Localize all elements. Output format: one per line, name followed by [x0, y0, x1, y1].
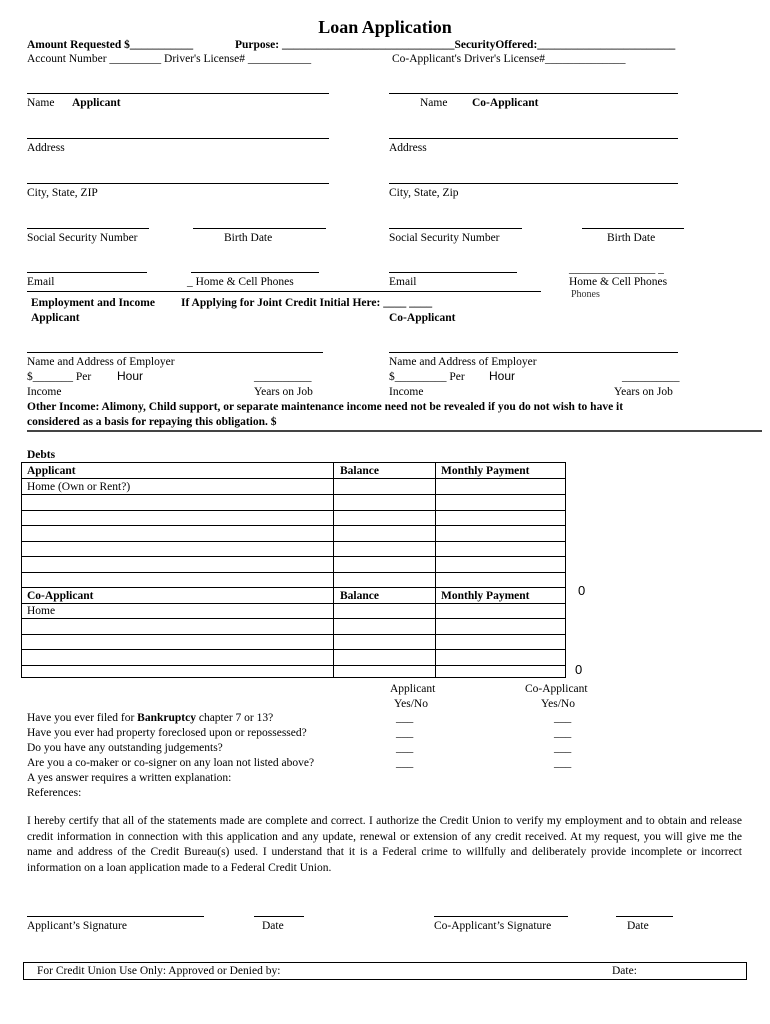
answer-co-applicant-judgements[interactable]: ___ — [554, 742, 572, 754]
question-judgements: Do you have any outstanding judgements? — [27, 742, 223, 754]
co-applicant-years-label: Years on Job — [614, 386, 673, 398]
debts-co-balance-column: Balance — [340, 590, 379, 602]
co-applicant-signature-label: Co-Applicant’s Signature — [434, 920, 552, 932]
account-number-field[interactable]: Account Number _________ Driver's License# ___________ — [27, 53, 312, 65]
applicant-email-label: Email — [27, 276, 55, 288]
applicant-signature-label: Applicant’s Signature — [27, 920, 127, 932]
applicant-name-tag: Applicant — [72, 97, 121, 109]
credit-union-use-date: Date: — [612, 965, 637, 977]
questions-co-applicant-head: Co-Applicant — [525, 683, 588, 695]
co-applicant-income-period[interactable]: Hour — [489, 369, 516, 383]
debts-heading: Debts — [27, 449, 56, 461]
purpose-security-field[interactable]: Purpose: ______________________________SecurityOffered:________________________ — [235, 39, 676, 51]
questions-co-applicant-yesno: Yes/No — [541, 698, 575, 710]
answer-applicant-judgements[interactable]: ___ — [396, 742, 414, 754]
employment-co-applicant-tag: Co-Applicant — [389, 312, 456, 324]
co-applicant-signature-line[interactable] — [434, 916, 568, 917]
debts-monthly-column: Monthly Payment — [441, 465, 530, 477]
applicant-phones-label: _ Home & Cell Phones — [187, 276, 294, 288]
co-applicant-phones-label: Home & Cell Phones — [569, 276, 668, 288]
references-label: References: — [27, 787, 82, 799]
debts-applicant-home-row: Home (Own or Rent?) — [27, 481, 131, 493]
co-applicant-birth-label: Birth Date — [607, 232, 656, 244]
applicant-debts-total: 0 — [578, 583, 586, 598]
question-bankruptcy: Have you ever filed for Bankruptcy chapter 7 or 13? — [27, 712, 274, 724]
other-income-amount-field[interactable]: considered as a basis for repaying this obligation. $ — [27, 416, 277, 428]
answer-applicant-co-signer[interactable]: ___ — [396, 757, 414, 769]
applicant-signature-line[interactable] — [27, 916, 204, 917]
applicant-city-label: City, State, ZIP — [27, 187, 98, 199]
applicant-income-field[interactable]: $_______ Per — [27, 371, 92, 383]
co-applicant-city-label: City, State, Zip — [389, 187, 459, 199]
other-income-note: Other Income: Alimony, Child support, or separate maintenance income need not be revealed if you do not wish to have it — [27, 401, 624, 413]
applicant-income-period[interactable]: Hour — [117, 369, 144, 383]
answer-co-applicant-bankruptcy[interactable]: ___ — [554, 712, 572, 724]
co-applicant-phones-overflow: Phones — [571, 289, 600, 300]
amount-requested-field[interactable]: Amount Requested $___________ — [27, 39, 194, 51]
co-applicant-income-field[interactable]: $_________ Per — [389, 371, 465, 383]
question-foreclosure: Have you ever had property foreclosed upon or repossessed? — [27, 727, 307, 739]
employment-applicant-tag: Applicant — [31, 312, 80, 324]
debts-applicant-column: Applicant — [27, 465, 76, 477]
co-applicant-income-label: Income — [389, 386, 424, 398]
co-applicant-employer-label: Name and Address of Employer — [389, 356, 537, 368]
applicant-income-label: Income — [27, 386, 62, 398]
co-applicant-drivers-license-field[interactable]: Co-Applicant's Driver's License#______________ — [392, 53, 626, 65]
co-applicant-name-label: Name — [420, 97, 448, 109]
co-applicant-address-label: Address — [389, 142, 427, 154]
debts-balance-column: Balance — [340, 465, 379, 477]
answer-co-applicant-co-signer[interactable]: ___ — [554, 757, 572, 769]
applicant-employer-label: Name and Address of Employer — [27, 356, 175, 368]
applicant-date-line[interactable] — [254, 916, 304, 917]
question-co-signer: Are you a co-maker or co-signer on any loan not listed above? — [27, 757, 315, 769]
applicant-name-label: Name — [27, 97, 55, 109]
debts-co-applicant-home-row: Home — [27, 605, 56, 617]
co-applicant-date-label: Date — [627, 920, 649, 932]
answer-applicant-foreclosure[interactable]: ___ — [396, 727, 414, 739]
applicant-address-label: Address — [27, 142, 65, 154]
questions-applicant-yesno: Yes/No — [394, 698, 428, 710]
co-applicant-name-tag: Co-Applicant — [472, 97, 539, 109]
co-applicant-email-label: Email — [389, 276, 417, 288]
questions-applicant-head: Applicant — [390, 683, 436, 695]
certification-statement: I hereby certify that all of the statements made are complete and correct. I authorize the Credit Union to verify my employment and to obtain and release credit information in connection with this application and any update, renewal or extension of any credit received. At my request, you will give me the name and address of the Credit Bureau(s) used. I understand that it is a Federal crime to willfully and deliberately provide incomplete or incorrect information on a loan application made to a Federal Credit Union. — [27, 815, 742, 874]
applicant-birth-label: Birth Date — [224, 232, 273, 244]
debts-co-monthly-column: Monthly Payment — [441, 590, 530, 602]
explanation-note: A yes answer requires a written explanation: — [27, 772, 232, 784]
co-applicant-phones-line[interactable]: _______________ _ — [569, 263, 664, 275]
credit-union-use-label: For Credit Union Use Only: Approved or Denied by: — [37, 965, 281, 977]
page-title: Loan Application — [318, 17, 452, 37]
applicant-ssn-label: Social Security Number — [27, 232, 138, 244]
answer-co-applicant-foreclosure[interactable]: ___ — [554, 727, 572, 739]
co-applicant-ssn-label: Social Security Number — [389, 232, 500, 244]
co-applicant-debts-total: 0 — [575, 662, 583, 677]
applicant-date-label: Date — [262, 920, 284, 932]
applicant-years-label: Years on Job — [254, 386, 313, 398]
joint-credit-initials[interactable]: If Applying for Joint Credit Initial Here: ____ ____ — [181, 297, 433, 309]
co-applicant-date-line[interactable] — [616, 916, 673, 917]
debts-co-applicant-column: Co-Applicant — [27, 590, 94, 602]
applicant-years-line[interactable]: __________ — [254, 371, 312, 383]
employment-heading: Employment and Income — [31, 297, 155, 309]
answer-applicant-bankruptcy[interactable]: ___ — [396, 712, 414, 724]
co-applicant-years-line[interactable]: __________ — [622, 371, 680, 383]
